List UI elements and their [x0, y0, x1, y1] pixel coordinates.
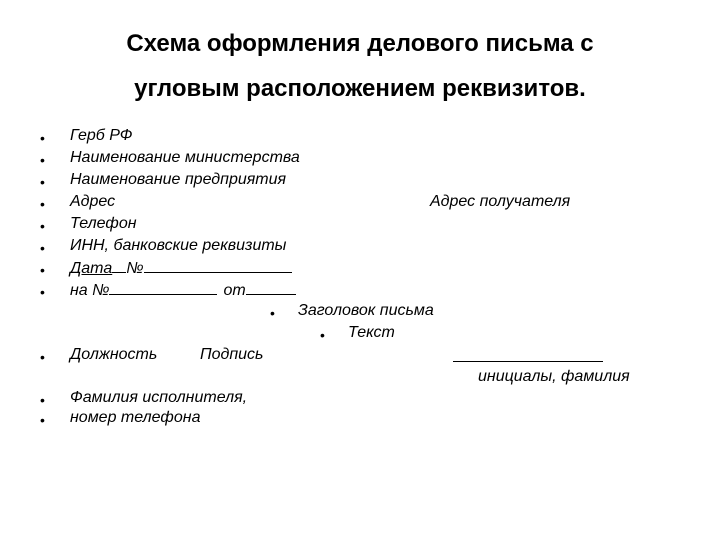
bullet-icon: •: [320, 327, 325, 343]
number-blank: [144, 259, 292, 273]
bullet-icon: •: [270, 305, 275, 321]
position-label: Должность: [70, 346, 158, 363]
list-item: Герб РФ: [70, 127, 133, 144]
bullet-icon: •: [40, 262, 45, 278]
bullet-icon: •: [40, 349, 45, 365]
initials-blank: [453, 348, 603, 362]
bullet-icon: •: [40, 152, 45, 168]
letter-text: Текст: [348, 324, 395, 341]
date-blank: [112, 259, 126, 273]
initials-label: инициалы, фамилия: [478, 368, 630, 385]
bullet-icon: •: [40, 392, 45, 408]
bullet-icon: •: [40, 412, 45, 428]
list-item: Адрес: [70, 193, 116, 210]
list-item: Телефон: [70, 215, 137, 232]
reference-blank: [109, 281, 217, 295]
letter-heading: Заголовок письма: [298, 302, 434, 319]
executor-name: Фамилия исполнителя,: [70, 389, 248, 406]
bullet-icon: •: [40, 218, 45, 234]
page-title-line1: Схема оформления делового письма с: [126, 30, 594, 57]
bullet-icon: •: [40, 240, 45, 256]
date-label: Дата: [70, 260, 113, 277]
bullet-icon: •: [40, 284, 45, 300]
reference-label: на №: [70, 282, 110, 299]
signature-label: Подпись: [200, 346, 264, 363]
bullet-icon: •: [40, 196, 45, 212]
number-label: №: [126, 260, 144, 277]
reference-row: [70, 281, 296, 300]
page-title-line2: угловым расположением реквизитов.: [134, 75, 586, 102]
bullet-icon: •: [40, 130, 45, 146]
list-item: ИНН, банковские реквизиты: [70, 237, 287, 254]
recipient-address: Адрес получателя: [430, 193, 571, 210]
from-blank: [246, 281, 296, 295]
bullet-icon: •: [40, 174, 45, 190]
from-label: от: [223, 282, 246, 299]
date-row: [70, 259, 292, 278]
list-item: Наименование предприятия: [70, 171, 287, 188]
list-item: Наименование министерства: [70, 149, 300, 166]
executor-phone: номер телефона: [70, 409, 201, 426]
